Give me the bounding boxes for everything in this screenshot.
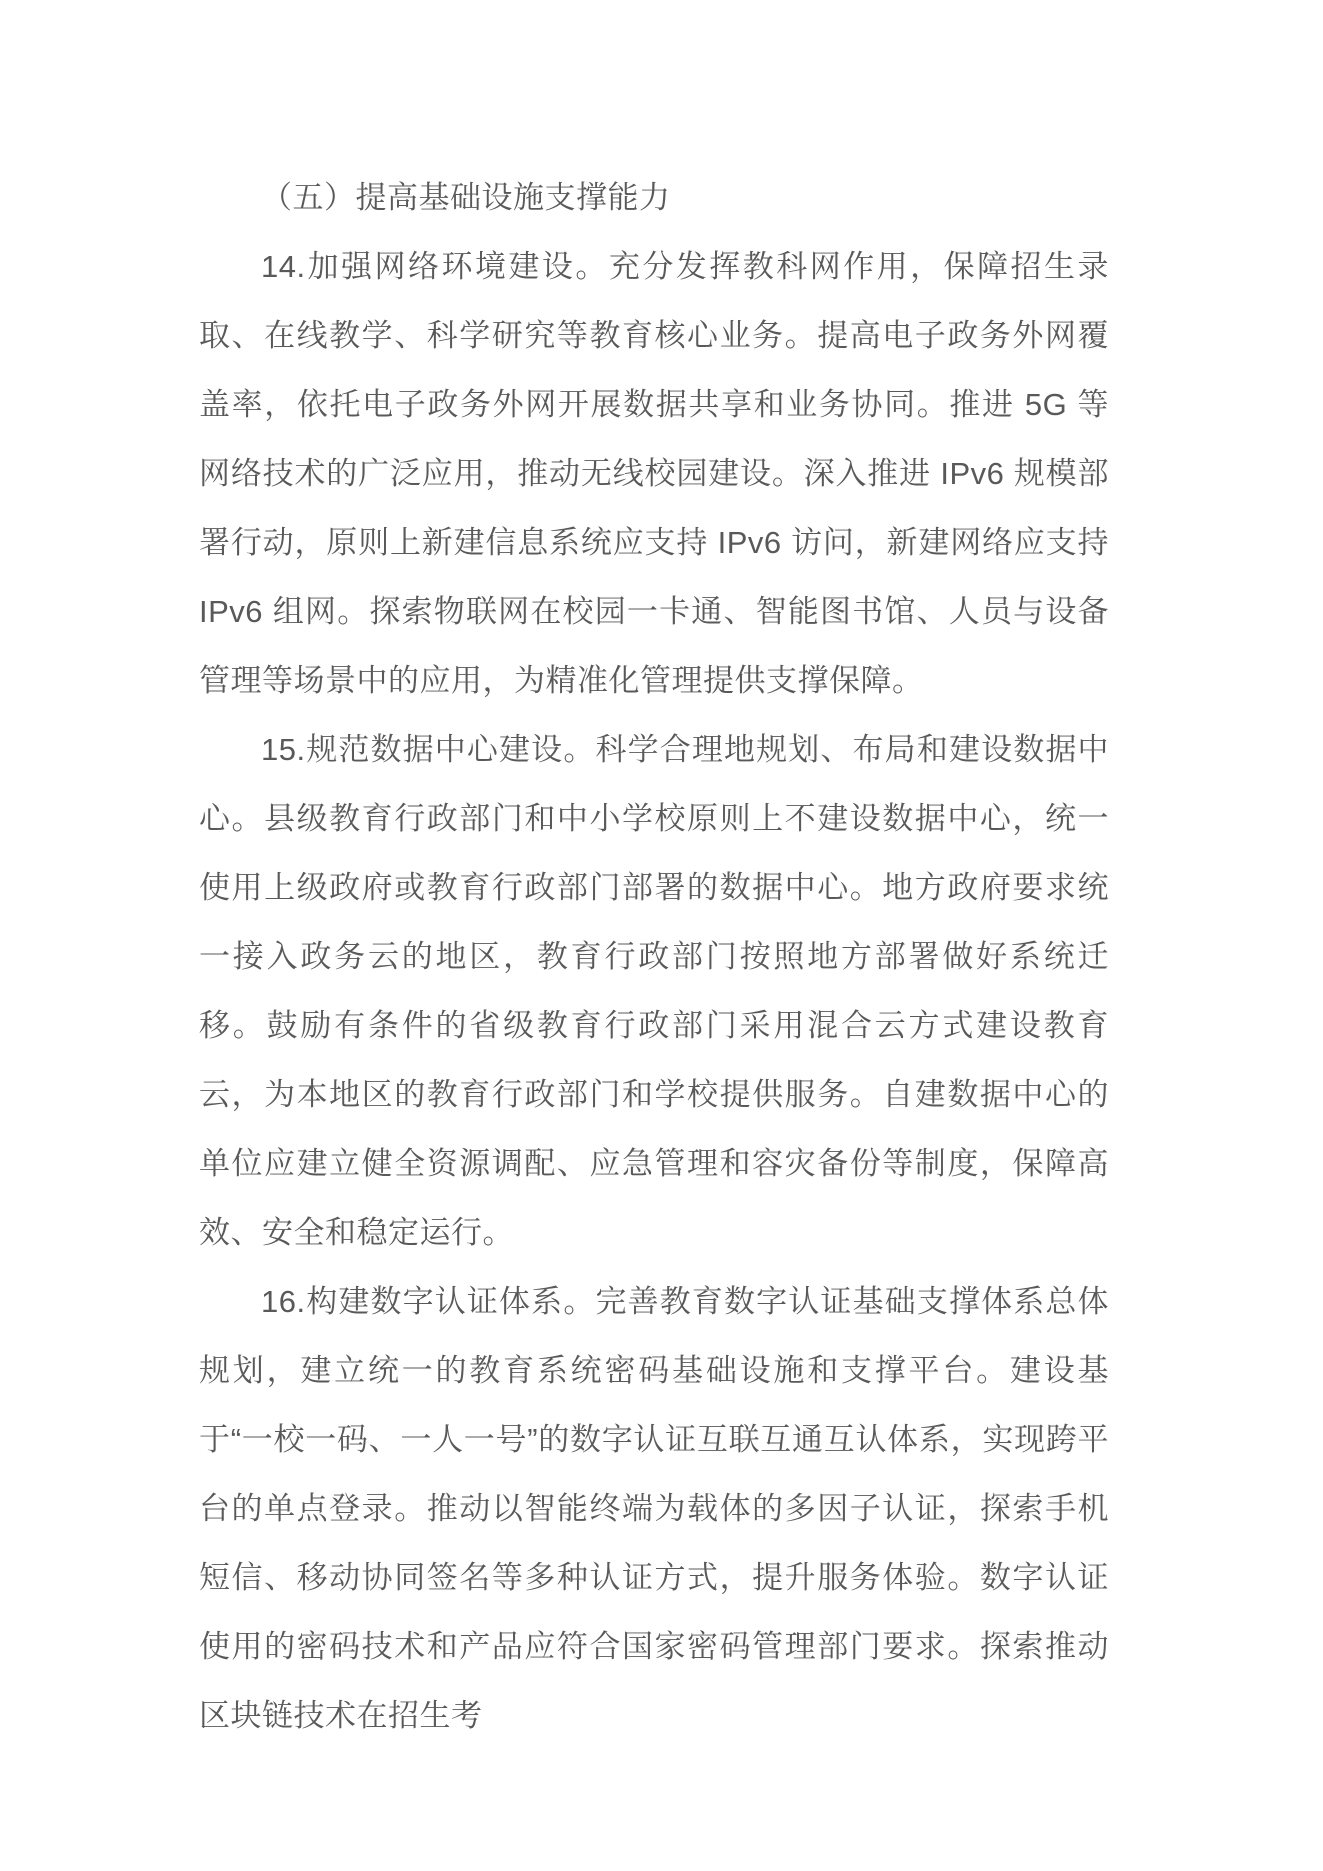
paragraph-15: 15.规范数据中心建设。科学合理地规划、布局和建设数据中心。县级教育行政部门和中小学校原则上不建设数据中心，统一使用上级政府或教育行政部门部署的数据中心。地方政府要求统一接入政务云的地区，教育行政部门按照地方部署做好系统迁移。鼓励有条件的省级教育行政部门采用混合云方式建设教育云，为本地区的教育行政部门和学校提供服务。自建数据中心的单位应建立健全资源调配、应急管理和容灾备份等制度，保障高效、安全和稳定运行。 [199,732,1109,1250]
paragraph-16: 16.构建数字认证体系。完善教育数字认证基础支撑体系总体规划，建立统一的教育系统密码基础设施和支撑平台。建设基于“一校一码、一人一号”的数字认证互联互通互认体系，实现跨平台的单点登录。推动以智能终端为载体的多因子认证，探索手机短信、移动协同签名等多种认证方式，提升服务体验。数字认证使用的密码技术和产品应符合国家密码管理部门要求。探索推动区块链技术在招生考 [199,1284,1109,1733]
section-heading: （五）提高基础设施支撑能力 [261,180,671,215]
paragraph-14: 14.加强网络环境建设。充分发挥教科网作用，保障招生录取、在线教学、科学研究等教育核心业务。提高电子政务外网覆盖率，依托电子政务外网开展数据共享和业务协同。推进 5G 等网络技术的广泛应用，推动无线校园建设。深入推进 IPv6 规模部署行动，原则上新建信息系统应支持 IPv6 访问，新建网络应支持 IPv6 组网。探索物联网在校园一卡通、智能图书馆、人员与设备管理等场景中的应用，为精准化管理提供支撑保障。 [199,249,1109,698]
